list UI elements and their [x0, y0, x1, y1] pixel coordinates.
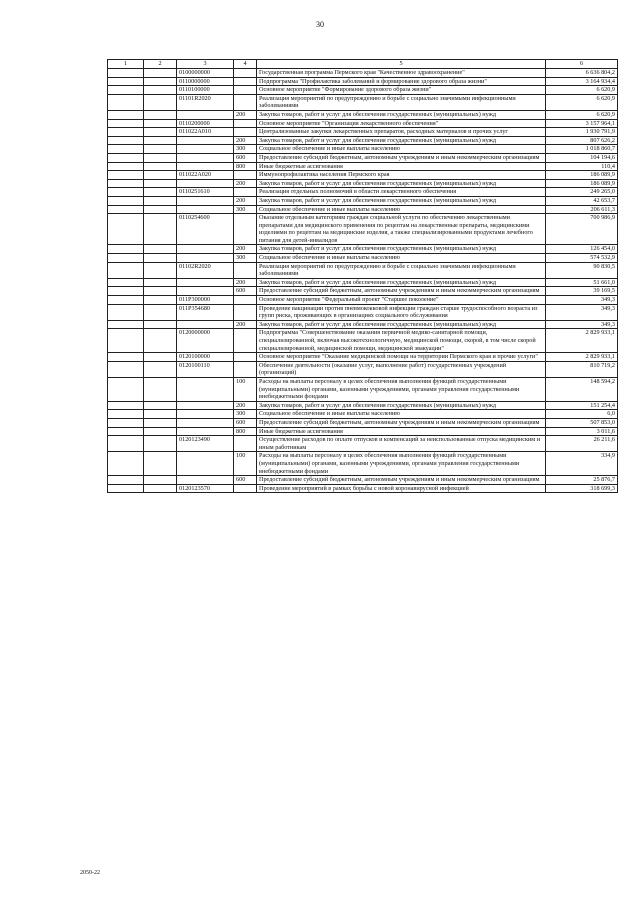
expense-type-code: [234, 296, 257, 305]
item-description: Иммунопрофилактика населения Пермского края: [257, 171, 546, 180]
expense-type-code: 300: [234, 205, 257, 214]
item-description: Предоставление субсидий бюджетным, автономным учреждениям и иным некоммерческим организациям: [257, 287, 546, 296]
table-row: [108, 320, 618, 329]
expense-type-code: [234, 86, 257, 95]
expense-type-code: [234, 262, 257, 278]
table-row: [108, 296, 618, 305]
item-description: Государственная программа Пермского края "Качественное здравоохранение": [257, 69, 546, 78]
item-description: Проведение вакцинации против пневмококковой инфекции граждан старше трудоспособного возраста из групп риска, проживающих в организациях социального обслуживания: [257, 304, 546, 320]
amount-value: 151 254,4: [546, 401, 618, 410]
target-article-code: [177, 179, 234, 188]
col2-cell: [144, 436, 177, 452]
item-description: Проведение мероприятий в рамках борьбы с новой коронавирусной инфекцией: [257, 484, 546, 493]
target-article-code: [177, 153, 234, 162]
table-row: [108, 196, 618, 205]
table-row: [108, 86, 618, 95]
col1-cell: [108, 436, 144, 452]
expense-type-code: [234, 484, 257, 493]
item-description: Закупка товаров, работ и услуг для обеспечения государственных (муниципальных) нужд: [257, 401, 546, 410]
col1-cell: [108, 145, 144, 154]
item-description: Закупка товаров, работ и услуг для обеспечения государственных (муниципальных) нужд: [257, 245, 546, 254]
col1-cell: [108, 361, 144, 377]
col2-cell: [144, 110, 177, 119]
item-description: Осуществление расходов по оплате отпусков и компенсаций за неиспользованные отпуска медицинским и иным работникам: [257, 436, 546, 452]
col1-cell: [108, 304, 144, 320]
expense-type-code: [234, 94, 257, 110]
amount-value: 1 018 860,7: [546, 145, 618, 154]
col2-cell: [144, 77, 177, 86]
target-article-code: [177, 476, 234, 485]
target-article-code: 0110000000: [177, 77, 234, 86]
expense-type-code: 200: [234, 245, 257, 254]
col2-cell: [144, 377, 177, 401]
col2-cell: [144, 153, 177, 162]
item-description: Подпрограмма "Совершенствование оказания первичной медико-санитарной помощи, специализированной, включая высокотехнологичную, медицинской помощи, скорой, в том числе скорой специализированной, медицинской помощи, медицинской эвакуации": [257, 329, 546, 353]
target-article-code: 011022А010: [177, 128, 234, 137]
amount-value: 206 611,3: [546, 205, 618, 214]
expense-type-code: 200: [234, 110, 257, 119]
col2-cell: [144, 484, 177, 493]
expense-type-code: 800: [234, 162, 257, 171]
col1-cell: [108, 329, 144, 353]
expense-type-code: 600: [234, 287, 257, 296]
item-description: Закупка товаров, работ и услуг для обеспечения государственных (муниципальных) нужд: [257, 136, 546, 145]
amount-value: 26 211,6: [546, 436, 618, 452]
table-row: [108, 304, 618, 320]
item-description: Закупка товаров, работ и услуг для обеспечения государственных (муниципальных) нужд: [257, 110, 546, 119]
expense-type-code: [234, 128, 257, 137]
target-article-code: 0110100000: [177, 86, 234, 95]
target-article-code: 01101R2020: [177, 94, 234, 110]
col1-cell: [108, 94, 144, 110]
amount-value: 51 661,0: [546, 278, 618, 287]
col1-cell: [108, 153, 144, 162]
target-article-code: 0110254600: [177, 214, 234, 245]
target-article-code: [177, 136, 234, 145]
col2-cell: [144, 86, 177, 95]
col1-cell: [108, 196, 144, 205]
item-description: Расходы на выплаты персоналу в целях обеспечения выполнения функций государственными (муниципальными) органами, казенными учреждениями, органами управления государственными внебюджетными фондами: [257, 377, 546, 401]
table-row: [108, 353, 618, 362]
expense-type-code: 300: [234, 410, 257, 419]
document-footer-code: 2050-22: [80, 870, 100, 876]
table-row: [108, 77, 618, 86]
col2-cell: [144, 452, 177, 476]
amount-value: 3 164 934,4: [546, 77, 618, 86]
target-article-code: 0110251610: [177, 188, 234, 197]
col2-cell: [144, 418, 177, 427]
table-row: [108, 361, 618, 377]
col1-cell: [108, 136, 144, 145]
col1-cell: [108, 476, 144, 485]
table-row: [108, 214, 618, 245]
col1-cell: [108, 401, 144, 410]
target-article-code: [177, 145, 234, 154]
col2-cell: [144, 320, 177, 329]
target-article-code: [177, 401, 234, 410]
target-article-code: [177, 320, 234, 329]
target-article-code: [177, 110, 234, 119]
col1-cell: [108, 171, 144, 180]
col2-cell: [144, 262, 177, 278]
target-article-code: [177, 245, 234, 254]
table-row: [108, 110, 618, 119]
col1-cell: [108, 287, 144, 296]
col2-cell: [144, 304, 177, 320]
item-description: Обеспечение деятельности (оказание услуг, выполнение работ) государственных учреждений (организаций): [257, 361, 546, 377]
col1-cell: [108, 353, 144, 362]
amount-value: 2 829 933,1: [546, 353, 618, 362]
item-description: Оказание отдельным категориям граждан социальной услуги по обеспечению лекарственными препаратами для медицинского применения по рецептам на лекарственные препараты, медицинскими изделиями по рецептам на медицинские изделия, а также специализированными продуктами лечебного питания для детей-инвалидов: [257, 214, 546, 245]
table-row: [108, 418, 618, 427]
col2-cell: [144, 69, 177, 78]
col1-cell: [108, 262, 144, 278]
item-description: Реализация отдельных полномочий в области лекарственного обеспечения: [257, 188, 546, 197]
target-article-code: 0120100110: [177, 361, 234, 377]
col2-cell: [144, 410, 177, 419]
col2-cell: [144, 296, 177, 305]
expense-type-code: [234, 214, 257, 245]
table-row: [108, 145, 618, 154]
table-row: [108, 179, 618, 188]
expense-type-code: [234, 304, 257, 320]
table-row: [108, 476, 618, 485]
item-description: Социальное обеспечение и иные выплаты населению: [257, 205, 546, 214]
amount-value: 186 089,9: [546, 171, 618, 180]
item-description: Иные бюджетные ассигнования: [257, 162, 546, 171]
column-number-row: [108, 60, 618, 69]
expense-type-code: 200: [234, 320, 257, 329]
col1-cell: [108, 69, 144, 78]
item-description: Предоставление субсидий бюджетным, автономным учреждениям и иным некоммерческим организациям: [257, 418, 546, 427]
column-number: 4: [234, 60, 257, 69]
expense-type-code: [234, 329, 257, 353]
amount-value: 334,9: [546, 452, 618, 476]
col2-cell: [144, 287, 177, 296]
table-row: [108, 205, 618, 214]
item-description: Основное мероприятие "Оказание медицинской помощи на территории Пермского края и прочие услуги": [257, 353, 546, 362]
col1-cell: [108, 484, 144, 493]
table-row: [108, 119, 618, 128]
col2-cell: [144, 136, 177, 145]
col1-cell: [108, 452, 144, 476]
target-article-code: 0120000000: [177, 329, 234, 353]
expense-type-code: 100: [234, 452, 257, 476]
target-article-code: [177, 410, 234, 419]
target-article-code: [177, 278, 234, 287]
item-description: Расходы на выплаты персоналу в целях обеспечения выполнения функций государственными (муниципальными) органами, казенными учреждениями, органами управления государственными внебюджетными фондами: [257, 452, 546, 476]
col2-cell: [144, 196, 177, 205]
col2-cell: [144, 214, 177, 245]
table-row: [108, 377, 618, 401]
col2-cell: [144, 94, 177, 110]
col2-cell: [144, 361, 177, 377]
col2-cell: [144, 401, 177, 410]
target-article-code: [177, 427, 234, 436]
col1-cell: [108, 162, 144, 171]
item-description: Иные бюджетные ассигнования: [257, 427, 546, 436]
col1-cell: [108, 296, 144, 305]
item-description: Закупка товаров, работ и услуг для обеспечения государственных (муниципальных) нужд: [257, 278, 546, 287]
table-row: [108, 162, 618, 171]
item-description: Централизованные закупки лекарственных препаратов, расходных материалов и прочих услуг: [257, 128, 546, 137]
col1-cell: [108, 427, 144, 436]
expense-type-code: 200: [234, 196, 257, 205]
item-description: Закупка товаров, работ и услуг для обеспечения государственных (муниципальных) нужд: [257, 196, 546, 205]
amount-value: 126 454,0: [546, 245, 618, 254]
table-row: [108, 452, 618, 476]
amount-value: 807 626,2: [546, 136, 618, 145]
budget-table: [107, 59, 618, 493]
target-article-code: [177, 377, 234, 401]
col2-cell: [144, 245, 177, 254]
col2-cell: [144, 329, 177, 353]
table-row: [108, 436, 618, 452]
col2-cell: [144, 145, 177, 154]
col2-cell: [144, 188, 177, 197]
expense-type-code: 200: [234, 136, 257, 145]
col2-cell: [144, 179, 177, 188]
amount-value: 6 620,9: [546, 86, 618, 95]
expense-type-code: [234, 69, 257, 78]
table-row: [108, 153, 618, 162]
expense-type-code: [234, 436, 257, 452]
item-description: Предоставление субсидий бюджетным, автономным учреждениям и иным некоммерческим организациям: [257, 153, 546, 162]
col1-cell: [108, 77, 144, 86]
amount-value: 249 265,0: [546, 188, 618, 197]
amount-value: 507 853,0: [546, 418, 618, 427]
col1-cell: [108, 410, 144, 419]
target-article-code: 01102R2020: [177, 262, 234, 278]
expense-type-code: [234, 361, 257, 377]
target-article-code: 0120123570: [177, 484, 234, 493]
col2-cell: [144, 254, 177, 263]
expense-type-code: 200: [234, 179, 257, 188]
expense-type-code: 600: [234, 418, 257, 427]
amount-value: 6 636 804,2: [546, 69, 618, 78]
amount-value: 3 011,6: [546, 427, 618, 436]
amount-value: 90 830,5: [546, 262, 618, 278]
amount-value: 349,3: [546, 320, 618, 329]
amount-value: 318 699,3: [546, 484, 618, 493]
col2-cell: [144, 278, 177, 287]
column-number: 6: [546, 60, 618, 69]
page-number: 30: [316, 20, 324, 29]
col1-cell: [108, 188, 144, 197]
amount-value: 810 719,2: [546, 361, 618, 377]
target-article-code: 0100000000: [177, 69, 234, 78]
column-number: 2: [144, 60, 177, 69]
table-row: [108, 128, 618, 137]
amount-value: 6,0: [546, 410, 618, 419]
expense-type-code: 100: [234, 377, 257, 401]
column-number: 1: [108, 60, 144, 69]
expense-type-code: [234, 77, 257, 86]
target-article-code: [177, 418, 234, 427]
item-description: Социальное обеспечение и иные выплаты населению: [257, 254, 546, 263]
amount-value: 25 876,7: [546, 476, 618, 485]
target-article-code: [177, 196, 234, 205]
amount-value: 110,4: [546, 162, 618, 171]
col1-cell: [108, 86, 144, 95]
col2-cell: [144, 476, 177, 485]
col2-cell: [144, 128, 177, 137]
amount-value: 1 930 791,9: [546, 128, 618, 137]
target-article-code: [177, 452, 234, 476]
col2-cell: [144, 427, 177, 436]
amount-value: 148 594,2: [546, 377, 618, 401]
amount-value: 2 829 933,1: [546, 329, 618, 353]
expense-type-code: [234, 353, 257, 362]
amount-value: 42 653,7: [546, 196, 618, 205]
table-row: [108, 245, 618, 254]
table-row: [108, 427, 618, 436]
target-article-code: 011Р354680: [177, 304, 234, 320]
expense-type-code: 800: [234, 427, 257, 436]
target-article-code: 011Р300000: [177, 296, 234, 305]
item-description: Реализация мероприятий по предупреждению и борьбе с социально значимыми инфекционными заболеваниями: [257, 94, 546, 110]
amount-value: 349,3: [546, 296, 618, 305]
item-description: Реализация мероприятий по предупреждению и борьбе с социально значимыми инфекционными заболеваниями: [257, 262, 546, 278]
amount-value: 6 620,9: [546, 110, 618, 119]
target-article-code: [177, 162, 234, 171]
target-article-code: [177, 287, 234, 296]
item-description: Социальное обеспечение и иные выплаты населению: [257, 145, 546, 154]
item-description: Социальное обеспечение и иные выплаты населению: [257, 410, 546, 419]
item-description: Подпрограмма "Профилактика заболеваний и формирование здорового образа жизни": [257, 77, 546, 86]
col1-cell: [108, 214, 144, 245]
col2-cell: [144, 162, 177, 171]
expense-type-code: 300: [234, 254, 257, 263]
col1-cell: [108, 179, 144, 188]
table-row: [108, 484, 618, 493]
col1-cell: [108, 245, 144, 254]
target-article-code: 0120100000: [177, 353, 234, 362]
amount-value: 186 089,9: [546, 179, 618, 188]
col1-cell: [108, 377, 144, 401]
col1-cell: [108, 128, 144, 137]
amount-value: 3 157 964,1: [546, 119, 618, 128]
amount-value: 104 194,6: [546, 153, 618, 162]
table-row: [108, 287, 618, 296]
target-article-code: [177, 254, 234, 263]
expense-type-code: 600: [234, 476, 257, 485]
expense-type-code: [234, 188, 257, 197]
table-row: [108, 69, 618, 78]
target-article-code: 0110200000: [177, 119, 234, 128]
table-row: [108, 278, 618, 287]
col1-cell: [108, 254, 144, 263]
column-number: 3: [177, 60, 234, 69]
item-description: Основное мероприятие "Организация лекарственного обеспечения": [257, 119, 546, 128]
expense-type-code: 300: [234, 145, 257, 154]
target-article-code: 0120123490: [177, 436, 234, 452]
column-number: 5: [257, 60, 546, 69]
col2-cell: [144, 353, 177, 362]
expense-type-code: [234, 171, 257, 180]
table-row: [108, 410, 618, 419]
expense-type-code: 200: [234, 278, 257, 287]
col1-cell: [108, 418, 144, 427]
amount-value: 39 169,5: [546, 287, 618, 296]
amount-value: 700 986,9: [546, 214, 618, 245]
item-description: Основное мероприятие "Федеральный проект "Старшее поколение": [257, 296, 546, 305]
table-row: [108, 171, 618, 180]
col2-cell: [144, 205, 177, 214]
col1-cell: [108, 110, 144, 119]
item-description: Основное мероприятие "Формирование здорового образа жизни": [257, 86, 546, 95]
amount-value: 349,3: [546, 304, 618, 320]
item-description: Предоставление субсидий бюджетным, автономным учреждениям и иным некоммерческим организациям: [257, 476, 546, 485]
table-row: [108, 262, 618, 278]
amount-value: 6 620,9: [546, 94, 618, 110]
amount-value: 574 532,9: [546, 254, 618, 263]
table-row: [108, 254, 618, 263]
expense-type-code: [234, 119, 257, 128]
item-description: Закупка товаров, работ и услуг для обеспечения государственных (муниципальных) нужд: [257, 320, 546, 329]
col1-cell: [108, 119, 144, 128]
col1-cell: [108, 205, 144, 214]
table-row: [108, 401, 618, 410]
item-description: Закупка товаров, работ и услуг для обеспечения государственных (муниципальных) нужд: [257, 179, 546, 188]
col2-cell: [144, 171, 177, 180]
col1-cell: [108, 320, 144, 329]
table-row: [108, 94, 618, 110]
target-article-code: 011022А020: [177, 171, 234, 180]
target-article-code: [177, 205, 234, 214]
col2-cell: [144, 119, 177, 128]
table-row: [108, 188, 618, 197]
expense-type-code: 600: [234, 153, 257, 162]
col1-cell: [108, 278, 144, 287]
table-row: [108, 136, 618, 145]
expense-type-code: 200: [234, 401, 257, 410]
table-row: [108, 329, 618, 353]
